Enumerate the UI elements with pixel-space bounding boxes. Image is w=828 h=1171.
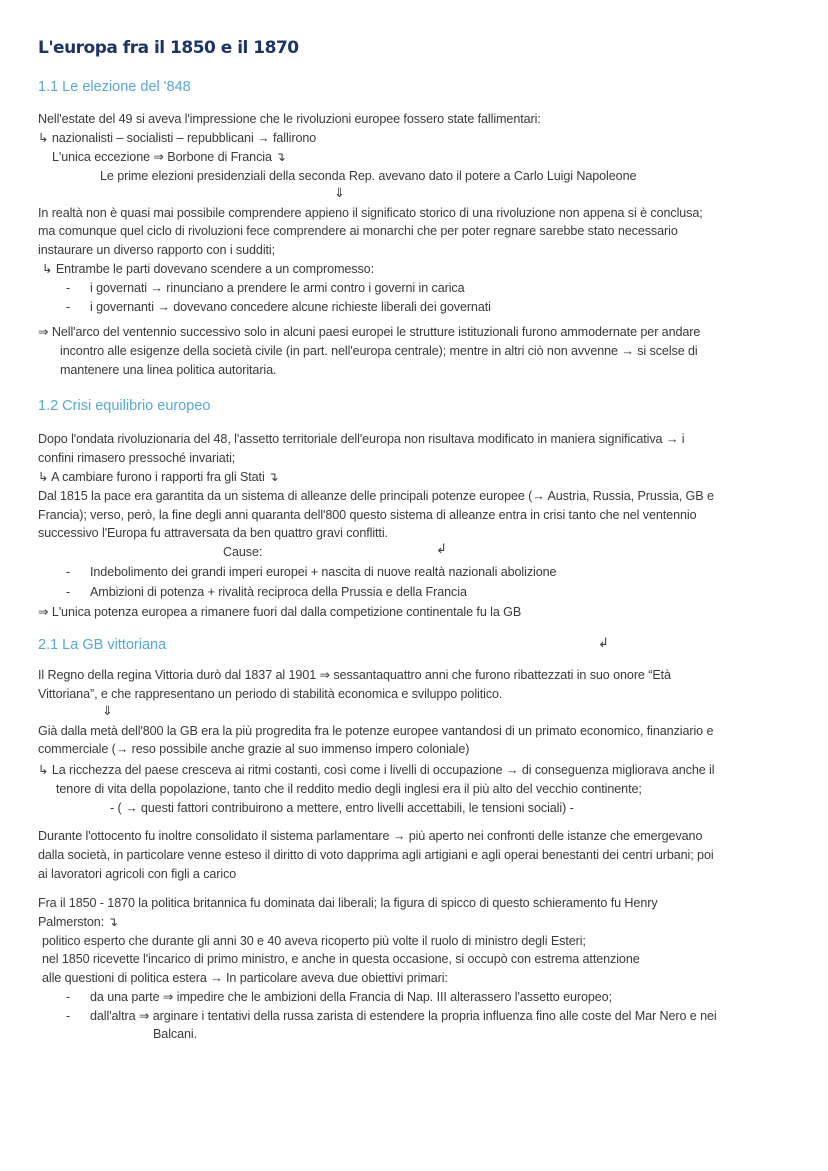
paragraph-line: ⇒ L'unica potenza europea a rimanere fuori dal dalla competizione continentale fu la GB [38,605,522,619]
bullet-item: dall'altra ⇒ arginare i tentativi della russa zarista di estendere la propria influenza fino alle coste del Mar Nero e nei [90,1009,717,1023]
paragraph-line: Nell'estate del 49 si aveva l'impressione che le rivoluzioni europee fossero state fallimentari: [38,112,541,126]
paragraph-line: commerciale (→ reso possibile anche grazie al suo immenso impero coloniale) [38,742,470,756]
bullet-item: i governati → rinunciano a prendere le armi contro i governi in carica [90,281,465,295]
paragraph-line: Palmerston: ↴ [38,915,118,929]
paragraph-line: politico esperto che durante gli anni 30 e 40 aveva ricoperto più volte il ruolo di ministro degli Esteri; [42,934,586,948]
bullet-dash: - [66,1009,71,1023]
paragraph-line: nel 1850 ricevette l'incarico di primo ministro, e anche in questa occasione, si occupò con estrema attenzione [42,952,640,966]
bullet-dash: - [66,300,71,314]
paragraph-line: confini rimasero pressoché invariati; [38,451,236,465]
bullet-item: i governanti → dovevano concedere alcune richieste liberali dei governati [90,300,491,314]
paragraph-line: dalla società, in particolare venne esteso il diritto di voto dapprima agli artigiani e agli operai benestanti dei centri urbani; poi [38,848,714,862]
down-double-arrow-icon: ⇓ [102,703,113,718]
section-heading-2-1: 2.1 La GB vittoriana [38,637,167,653]
paragraph-line: Dal 1815 la pace era garantita da un sistema di alleanze delle principali potenze europee (→ Austria, Russia, Prussia, GB e [38,489,714,503]
causes-label: Cause: [223,545,263,559]
paragraph-line: Fra il 1850 - 1870 la politica britannica fu dominata dai liberali; la figura di spicco di questo schieramento fu Henry [38,896,658,910]
return-arrow-icon: ↲ [598,635,609,650]
paragraph-line: instaurare un diverso rapporto con i sudditi; [38,243,276,257]
down-double-arrow-icon: ⇓ [334,185,345,200]
paragraph-line: Già dalla metà dell'800 la GB era la più progredita fra le potenze europee vantandosi di un primato economico, finanziario e [38,724,714,738]
section-heading-1-1: 1.1 Le elezione del '848 [38,79,191,95]
paragraph-line: tenore di vita della popolazione, tanto che il reddito medio degli inglesi era il più alto del vecchio continente; [56,782,642,796]
paragraph-line: incontro alle esigenze della società civile (in part. nell'europa centrale); mentre in altri ciò non avvenne → si scelse di [60,344,698,358]
paragraph-line: ↳ La ricchezza del paese cresceva ai ritmi costanti, così come i livelli di occupazione → di conseguenza migliorava anche il [38,763,715,777]
paragraph-line: Francia); verso, però, la fine degli anni quaranta dell'800 questo sistema di alleanze entra in crisi tanto che nel ventennio [38,508,697,522]
paragraph-line: ⇒ Nell'arco del ventennio successivo solo in alcuni paesi europei le strutture istituzionali furono ammodernate per andare [38,325,701,339]
paragraph-line: Durante l'ottocento fu inoltre consolidato il sistema parlamentare → più aperto nei confronti delle istanze che emergevano [38,829,703,843]
paragraph-line: Vittoriana”, e che rappresentano un periodo di stabilità economica e sviluppo politico. [38,687,503,701]
bullet-item: da una parte ⇒ impedire che le ambizioni della Francia di Nap. III alterassero l'assetto europeo; [90,990,612,1004]
paragraph-line: alle questioni di politica estera → In particolare aveva due obiettivi primari: [42,971,448,985]
bullet-item-continuation: Balcani. [153,1027,198,1041]
paragraph-line: Dopo l'ondata rivoluzionaria del 48, l'assetto territoriale dell'europa non risultava modificato in maniera significativa → i [38,432,685,446]
paragraph-line: ↳ nazionalisti – socialisti – repubblicani → fallirono [38,131,317,145]
paragraph-line: Il Regno della regina Vittoria durò dal 1837 al 1901 ⇒ sessantaquattro anni che furono ribattezzati in suo onore “Età [38,668,671,682]
bullet-item: Ambizioni di potenza + rivalità reciproca della Prussia e della Francia [90,585,467,599]
paragraph-line: ai lavoratori agricoli con figli a carico [38,867,237,881]
paragraph-line: mantenere una linea politica autoritaria. [60,363,277,377]
bullet-item: Indebolimento dei grandi imperi europei + nascita di nuove realtà nazionali abolizione [90,565,557,579]
bullet-dash: - [66,990,71,1004]
document-title: L'europa fra il 1850 e il 1870 [38,38,299,58]
bullet-dash: - [66,585,71,599]
paragraph-line: successivo l'Europa fu attraversata da ben quattro gravi conflitti. [38,526,388,540]
bullet-dash: - [66,565,71,579]
paragraph-line: ↳ A cambiare furono i rapporti fra gli Stati ↴ [38,470,279,484]
paragraph-line: L'unica eccezione ⇒ Borbone di Francia ↴ [52,150,286,164]
paragraph-line: In realtà non è quasi mai possibile comprendere appieno il significato storico di una rivoluzione non appena si è conclusa; [38,206,703,220]
paragraph-line: - ( → questi fattori contribuirono a mettere, entro livelli accettabili, le tensioni sociali) - [110,801,574,815]
bullet-dash: - [66,281,71,295]
paragraph-line: ↳ Entrambe le parti dovevano scendere a un compromesso: [42,262,374,276]
return-arrow-icon: ↲ [436,541,447,556]
paragraph-line: ma comunque quel ciclo di rivoluzioni fece comprendere ai monarchi che per poter regnare sarebbe stato necessario [38,224,678,238]
paragraph-line: Le prime elezioni presidenziali della seconda Rep. avevano dato il potere a Carlo Luigi Napoleone [100,169,637,183]
section-heading-1-2: 1.2 Crisi equilibrio europeo [38,398,211,414]
